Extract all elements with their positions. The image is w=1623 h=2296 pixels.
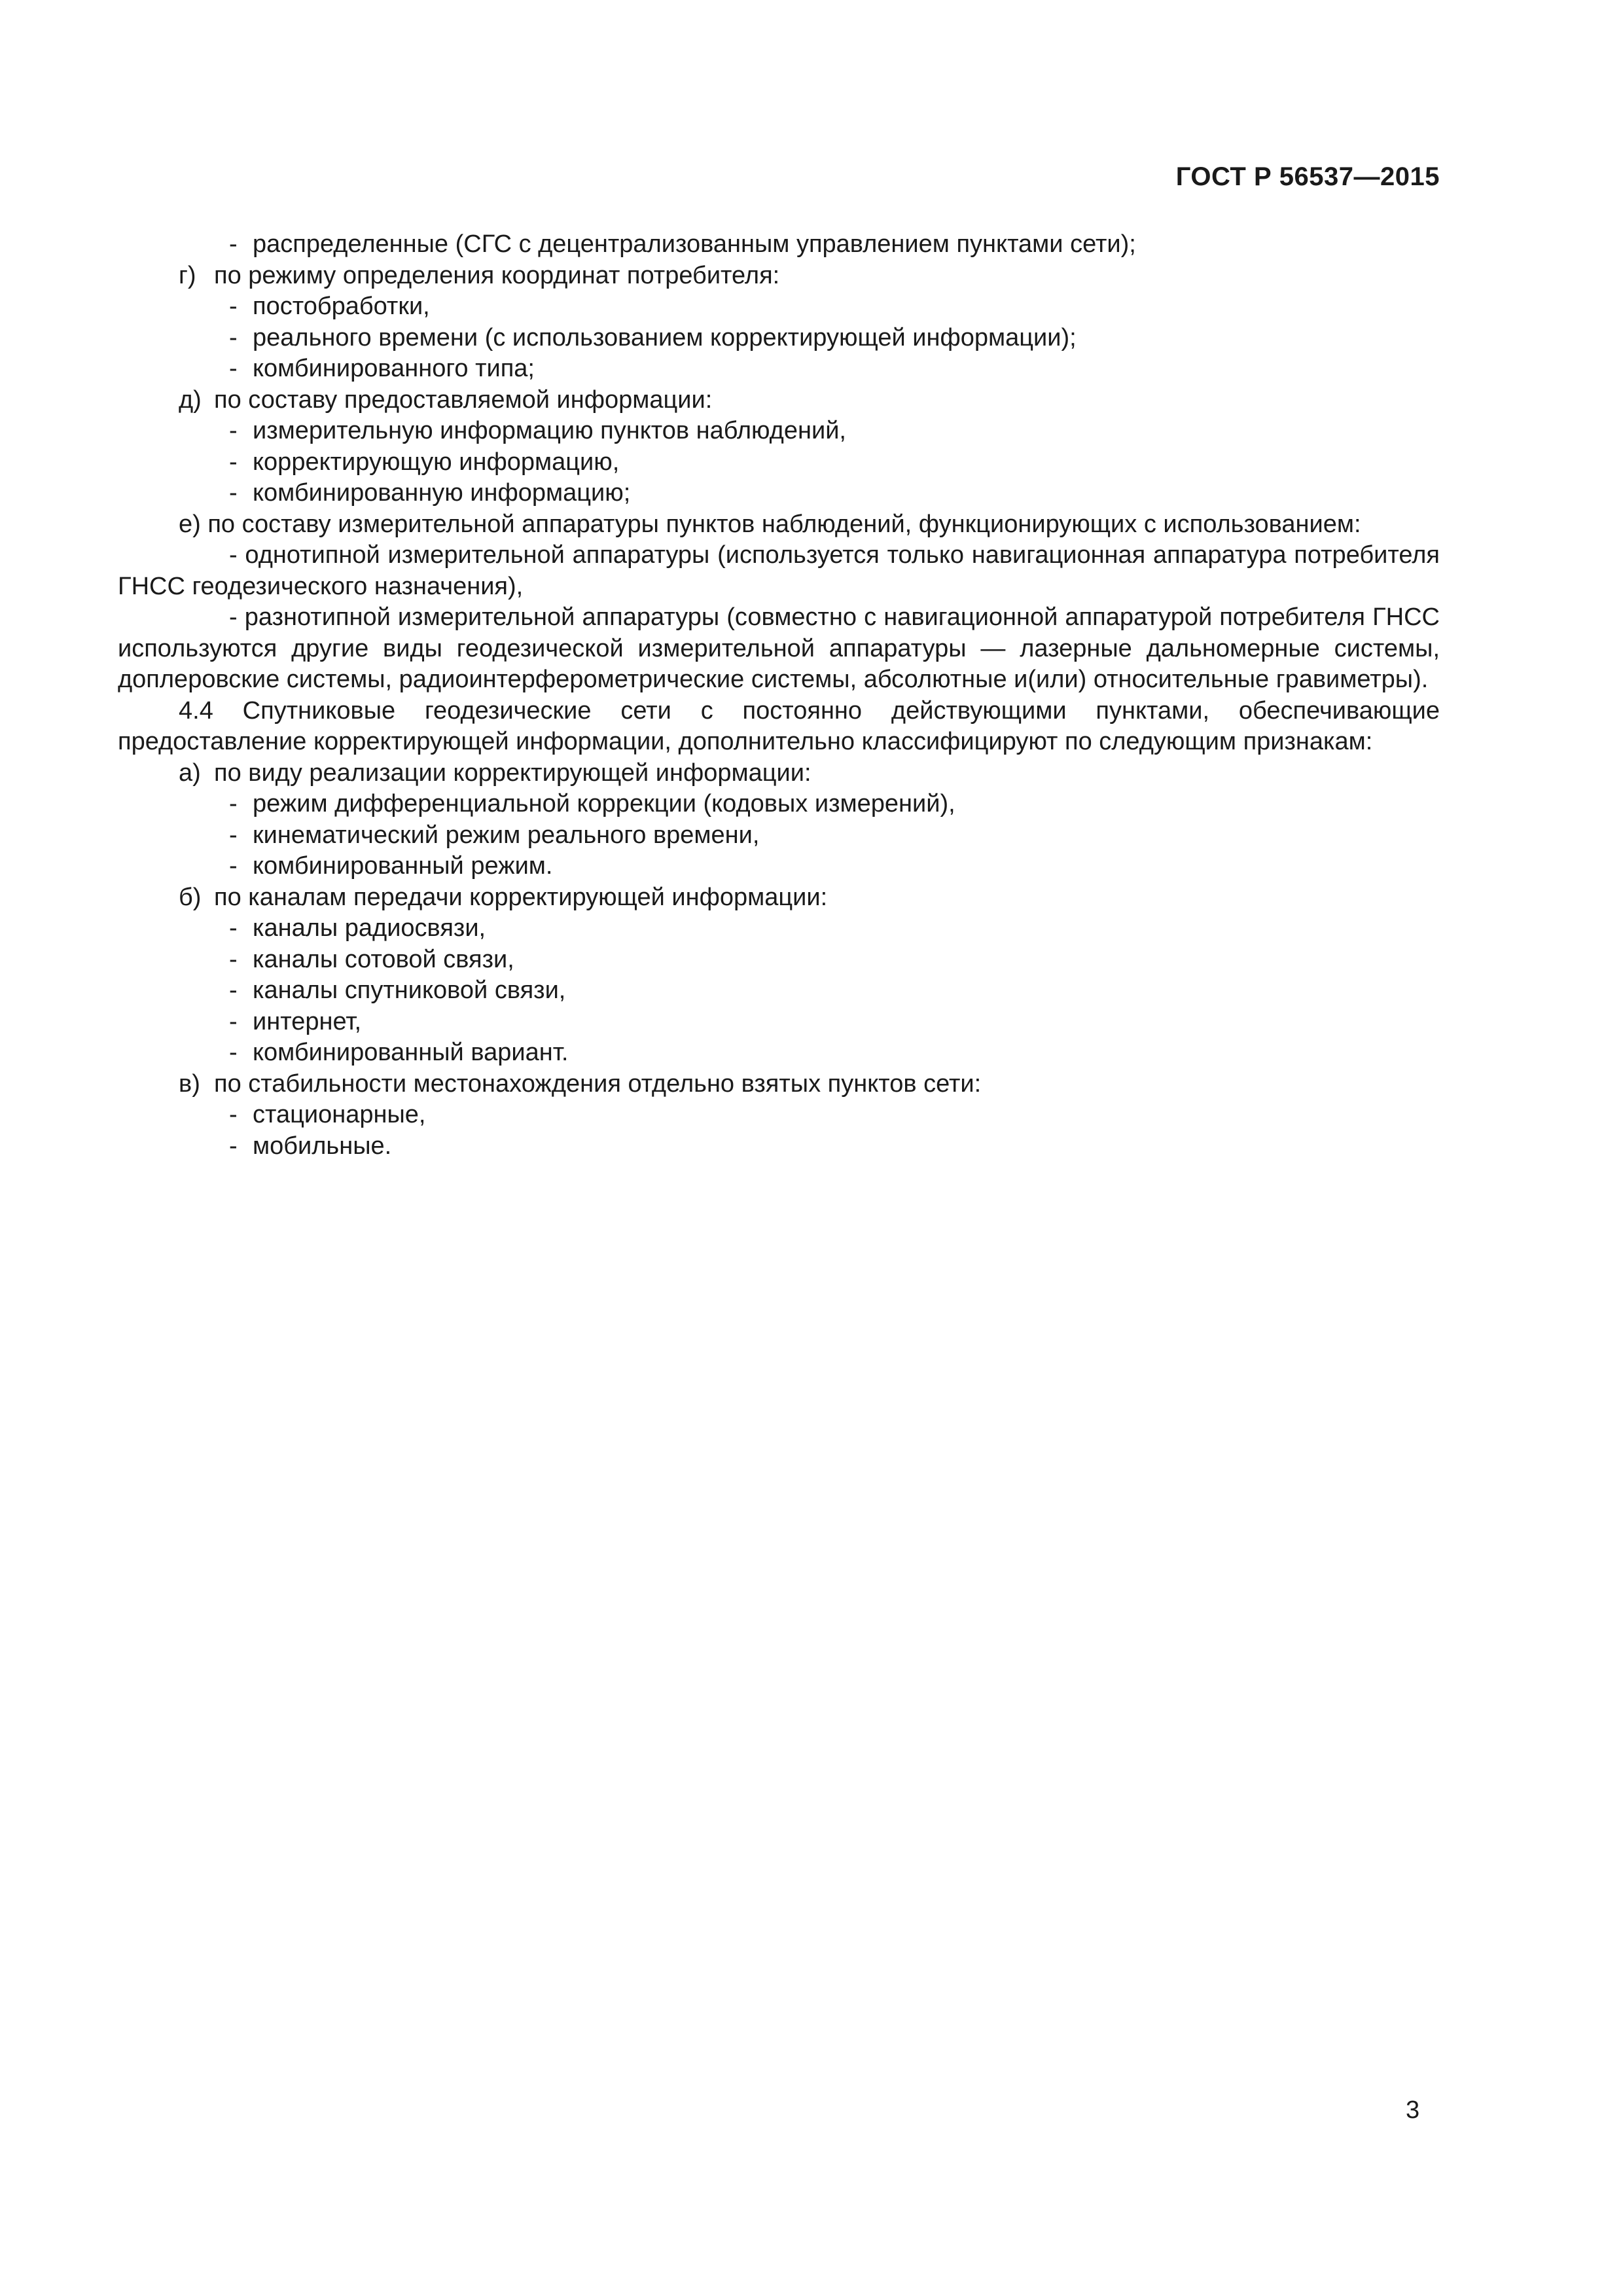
item-text: по каналам передачи корректирующей информации:: [214, 883, 828, 911]
list-item-text: постобработки,: [253, 293, 430, 320]
list-item-text: измерительную информацию пунктов наблюдений,: [253, 417, 846, 444]
list-item-text: интернет,: [253, 1007, 362, 1035]
paragraph-e: е) по составу измерительной аппаратуры пунктов наблюдений, функционирующих с использованием:: [179, 510, 1361, 538]
list-item-text: каналы спутниковой связи,: [253, 977, 566, 1004]
item-marker: б): [179, 883, 202, 911]
item-marker: в): [179, 1069, 200, 1098]
list-item-text: стационарные,: [253, 1101, 426, 1128]
list-item: - интернет,: [229, 1007, 362, 1035]
list-item: - комбинированный режим.: [229, 852, 553, 880]
list-item: - комбинированный вариант.: [229, 1039, 569, 1066]
list-item-text: мобильные.: [253, 1132, 392, 1160]
list-item-text: комбинированный режим.: [253, 852, 553, 880]
list-item: - стационарные,: [229, 1101, 426, 1128]
paragraph-e-item-1: - однотипной измерительной аппаратуры (используется только навигационная аппаратура потребителя ГНСС геодезического назначения),: [118, 541, 1440, 600]
list-item: - режим дифференциальной коррекции (кодовых измерений),: [229, 790, 955, 817]
list-item-g: [118, 260, 1440, 292]
paragraph-4-4: 4.4 Спутниковые геодезические сети с постоянно действующими пунктами, обеспечивающие предоставление корректирующей информации, дополнительно классифицируют по следующим признакам:: [118, 696, 1440, 755]
page-number: 3: [1406, 2096, 1420, 2124]
list-item-text: комбинированный вариант.: [253, 1039, 569, 1066]
list-item-text: каналы радиосвязи,: [253, 914, 486, 942]
list-item: - кинематический режим реального времени,: [229, 821, 760, 849]
list-item-text: комбинированного типа;: [253, 355, 535, 382]
item-marker: г): [179, 261, 196, 289]
item-marker: а): [179, 759, 201, 787]
list-item: - комбинированную информацию;: [229, 479, 631, 507]
list-item: - распределенные (СГС с децентрализованным управлением пунктами сети);: [229, 230, 1136, 258]
list-item-text: каналы сотовой связи,: [253, 945, 514, 973]
document-body: [118, 229, 1440, 1162]
paragraph-e-item-2: - разнотипной измерительной аппаратуры (совместно с навигационной аппаратурой потребителя ГНСС используются другие виды геодезической измерительной аппаратуры — лазерные дальномерные системы, доплеровские системы, радиоинтерферометрические системы, абсолютные и(или) относительные гравиметры).: [118, 603, 1440, 693]
list-item-text: распределенные (СГС с децентрализованным управлением пунктами сети);: [253, 230, 1136, 258]
list-item-d: [118, 385, 1440, 416]
item-text: по виду реализации корректирующей информации:: [214, 759, 812, 787]
list-item: - постобработки,: [229, 293, 430, 320]
document-code-header: ГОСТ Р 56537—2015: [1175, 162, 1440, 191]
item-text: по режиму определения координат потребителя:: [214, 261, 780, 289]
list-item-b: [118, 882, 1440, 914]
item-marker: д): [179, 386, 202, 414]
list-item-text: режим дифференциальной коррекции (кодовых измерений),: [253, 790, 955, 817]
list-item: - реального времени (с использованием корректирующей информации);: [229, 323, 1077, 351]
list-item: - измерительную информацию пунктов наблюдений,: [229, 417, 846, 444]
list-item-text: корректирующую информацию,: [253, 448, 620, 476]
item-text: по составу предоставляемой информации:: [214, 386, 713, 414]
list-item-v: [118, 1069, 1440, 1100]
item-text: по стабильности местонахождения отдельно взятых пунктов сети:: [214, 1069, 982, 1098]
list-item-text: реального времени (с использованием корректирующей информации);: [253, 323, 1077, 351]
list-item: - мобильные.: [229, 1132, 392, 1160]
list-item: - каналы сотовой связи,: [229, 945, 514, 973]
list-item: - каналы радиосвязи,: [229, 914, 486, 942]
list-item: - комбинированного типа;: [229, 355, 535, 382]
list-item: - корректирующую информацию,: [229, 448, 620, 476]
list-item-text: кинематический режим реального времени,: [253, 821, 760, 849]
list-item: - каналы спутниковой связи,: [229, 977, 566, 1004]
list-item-a: [118, 758, 1440, 789]
list-item-text: комбинированную информацию;: [253, 479, 631, 507]
